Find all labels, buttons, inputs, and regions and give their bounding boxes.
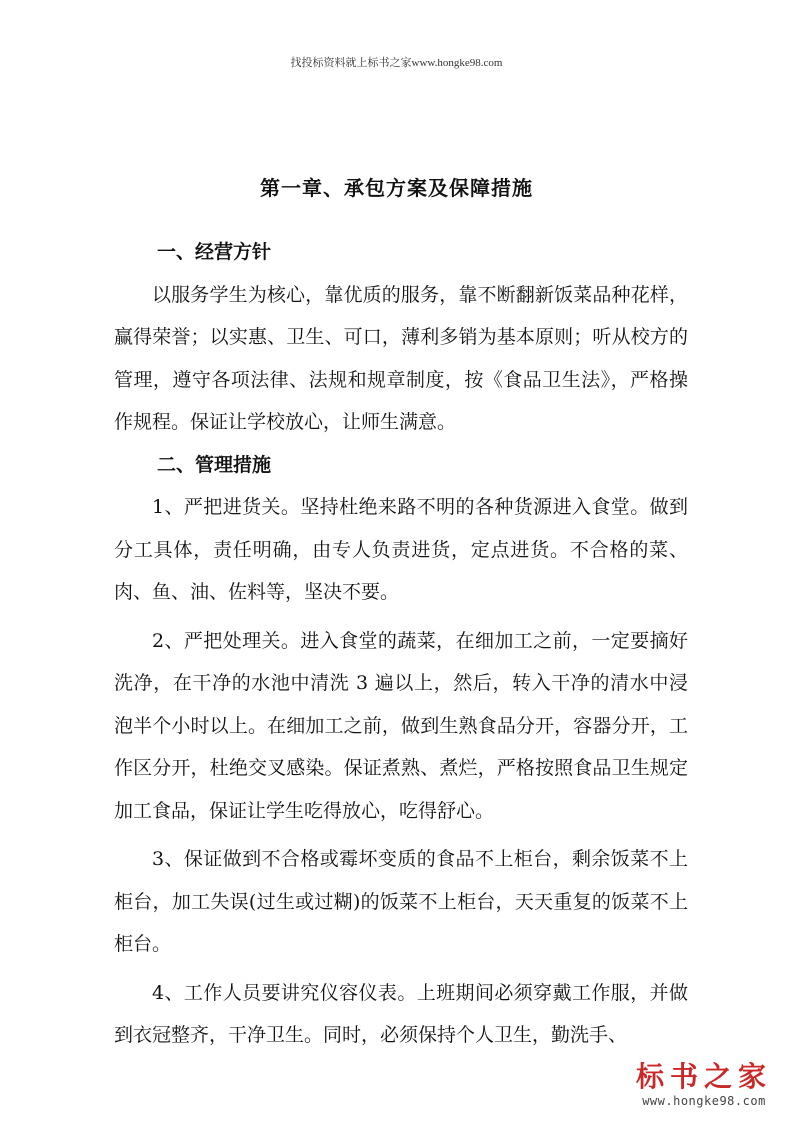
management-item-3: 3、保证做到不合格或霉坏变质的食品不上柜台，剩余饭菜不上柜台，加工失误(过生或过糊)的饭菜不上柜台，天天重复的饭菜不上柜台。 — [114, 848, 688, 955]
logo-text: 标书之家 — [635, 1060, 772, 1093]
policy-paragraph: 以服务学生为核心，靠优质的服务，靠不断翻新饭菜品种花样，赢得荣誉；以实惠、卫生、可口，薄利多销为基本原则；听从校方的管理，遵守各项法律、法规和规章制度，按《食品卫生法》，严格操作规程。保证让学校放心，让师生满意。 — [114, 283, 688, 433]
management-item-4: 4、工作人员要讲究仪容仪表。上班期间必须穿戴工作服，并做到衣冠整齐，干净卫生。同时，必须保持个人卫生，勤洗手、 — [114, 981, 688, 1046]
document-body — [114, 231, 688, 1057]
management-item-1: 1、严把进货关。坚持杜绝来路不明的各种货源进入食堂。做到分工具体，责任明确，由专人负责进货，定点进货。不合格的菜、肉、鱼、油、佐料等，坚决不要。 — [114, 496, 688, 603]
page-header: 找投标资料就上标书之家www.hongke98.com — [290, 57, 503, 69]
brand-logo — [629, 1060, 779, 1108]
logo-url: www.hongke98.com — [642, 1094, 766, 1108]
section-heading-management: 二、管理措施 — [157, 453, 272, 476]
section-heading-policy: 一、经营方针 — [157, 241, 272, 263]
management-item-2: 2、严把处理关。进入食堂的蔬菜，在细加工之前，一定要摘好洗净，在干净的水池中清洗 3 遍以上，然后，转入干净的清水中浸泡半个小时以上。在细加工之前，做到生熟食品分开，容器分开，工作区分开，杜绝交叉感染。保证煮熟、煮烂，严格按照食品卫生规定加工食品，保证让学生吃得放心，吃得舒心。 — [114, 629, 688, 822]
chapter-title: 第一章、承包方案及保障措施 — [260, 176, 533, 200]
